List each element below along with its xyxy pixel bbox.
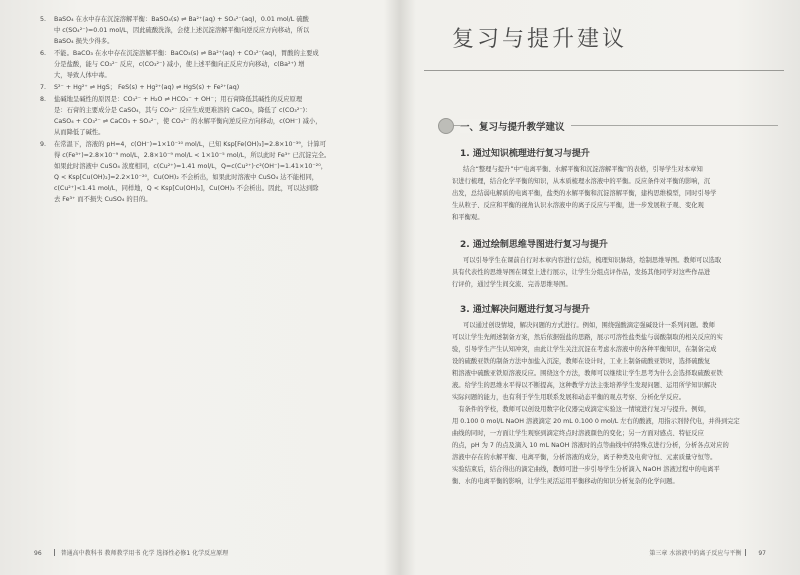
answer-number: 5. [40,16,47,23]
subsection-title: 1. 通过知识梳理进行复习与提升 [460,149,590,159]
answer-line: Q < Ksp[Cu(OH)₂]=2.2×10⁻²⁰，Cu(OH)₂ 不会析出，如果此时溶液中 CuSO₄ 达不能相同， [54,174,319,181]
footer-series: 普通高中教科书 [60,550,103,557]
answer-line: 得 c(Fe³⁺)=2.8×10⁻⁹ mol/L，2.8×10⁻⁹ mol/L < 1×10⁻⁵ mol/L，所以此时 Fe³⁺ 已沉淀完全。 [54,152,331,159]
paragraph-line: 粗溶液中硫酸亚铁原溶液反应。围绕这个方法，教师可以继续让学生思考为什么会选择取硫酸亚铁 [452,370,723,377]
paragraph-line: 液。给学生的思维水平得以不断提高，这种教学方法主张培养学生发现问题、运用所学知识解决 [452,382,717,389]
footer-chapter: 第三章 [649,550,668,557]
paragraph-line: 实验结束后，结合得出的滴定曲线，教师可进一步引导学生分析滴入 NaOH 溶液过程中的电离平 [452,466,720,473]
answer-item [40,14,378,47]
answer-line: 是：石膏的主要成分是 CaSO₄，其与 CO₃²⁻ 反应生成更难溶的 CaCO₃，降低了 c(CO₃²⁻)： [54,107,312,114]
answer-number: 8. [40,96,47,103]
paragraph-line: 的点，pH 为 7 的点及滴入 10 mL NaOH 溶液时的点等曲线中的特殊点进行分析，分析各点对应的 [452,442,729,449]
answer-item [40,94,378,138]
subsection-title: 3. 通过解决问题进行复习与提升 [460,305,590,315]
footer-chapter-title: 水溶液中的离子反应与平衡 [669,550,742,557]
footer-divider [54,549,55,556]
paragraph-line: 有条件的学校，教师可以创设用数字化仪器完成滴定实验这一情境进行复习与提升。例如， [452,406,711,413]
answer-line: 不能。BaCO₃ 在水中存在沉淀溶解平衡：BaCO₃(s) ⇌ Ba²⁺(aq) + CO₃²⁻(aq)，胃酸的主要成 [54,50,319,57]
answer-line: 中 c(SO₄²⁻)=0.01 mol/L，因此硫酸洗涤，会使上述沉淀溶解平衡向逆反应方向移动，所以 [54,27,310,34]
paragraph-line: 具有代表性的思维导图在课堂上进行展示，让学生分组点评作品，发扬其他同学对这些作品进 [452,269,711,276]
paragraph-line: 实际问题的能力，也有利于学生用联系发展和动态平衡的观点考察、分析化学反应。 [452,394,685,401]
answer-number: 7. [40,84,47,91]
chapter-title: 复习与提升建议 [452,27,628,52]
answer-line: 去 Fe³⁺ 而不损失 CuSO₄ 的目的。 [54,196,152,203]
paragraph-line: 识进行梳理，结合化学平衡的知识，从本质梳理水溶液中的平衡。反应条件对平衡的影响，沉 [452,178,711,185]
left-page-footer [34,548,228,557]
answer-line: 在常温下，溶液的 pH=4，c(OH⁻)=1×10⁻¹⁰ mol/L，已知 Ksp[Fe(OH)₃]=2.8×10⁻³⁹，计算可 [54,141,327,148]
footer-book: 教师教学用书 [104,550,141,557]
answer-line: S²⁻ + Hg²⁺ ⇌ HgS； FeS(s) + Hg²⁺(aq) ⇌ HgS(s) + Fe²⁺(aq) [54,84,240,91]
answer-number: 6. [40,50,47,57]
paragraph-line: 可以通过创设情境，解决问题的方式进行。例如，围绕强酸滴定强碱设计一系列问题。教师 [463,322,715,329]
answer-line: BaSO₄ 在水中存在沉淀溶解平衡：BaSO₄(s) ⇌ Ba²⁺(aq) + SO₄²⁻(aq)，0.01 mol/L 硫酸 [54,16,309,23]
answer-line: 盐碱地呈碱性的原因是：CO₃²⁻ + H₂O ⇌ HCO₃⁻ + OH⁻；用石膏降低其碱性的反应原理 [54,96,303,103]
paragraph-line: 和平衡观。 [452,214,484,221]
paragraph-line: 用 0.100 0 mol/L NaOH 溶液滴定 20 mL 0.100 0 mol/L 左右的酸液，用指示剂替代电，并得到完定 [452,418,740,425]
footer-volume: 选择性必修1 [156,550,191,557]
footer-divider [745,549,746,556]
paragraph-line: 衡、水的电离平衡的影响，让学生灵活运用平衡移动的知识分析复杂的化学问题。 [452,478,679,485]
answer-item [40,48,378,81]
section-heading-text: 一、复习与提升教学建议 [460,119,571,133]
answer-item [40,82,378,93]
answer-line: CaSO₄ + CO₃²⁻ ⇌ CaCO₃ + SO₄²⁻，使 CO₃²⁻ 的水解平衡向逆反应方向移动，c(OH⁻) 减小， [54,118,322,125]
subsection [452,302,780,488]
paragraph-line: 生从粒子、反应和平衡的视角认识水溶液中的离子反应与平衡，进一步发展粒子观、变化观 [452,202,704,209]
answer-item [40,139,378,205]
section-bullet-icon [438,118,454,134]
title-divider [424,70,784,71]
answer-line: c(Cu²⁺)<1.41 mol/L，同样地，Q < Ksp[Cu(OH)₂]，Cu(OH)₂ 不会析出。因此，可以达到除 [54,185,319,192]
paragraph-line: 出发，总结弱电解质的电离平衡，盐类的水解平衡和沉淀溶解平衡，建构思维模型，同时引导学 [452,190,717,197]
paragraph-line: 曲线的同时，一方面让学生观察到滴定终点时溶液颜色的变化；另一方面对感点、特征反应 [452,430,704,437]
paragraph-line: 溶液中存在的水解平衡、电离平衡，分析溶液的成分，离子种类及电荷守恒、元素质量守恒等。 [452,454,717,461]
answer-line: 大，导致人体中毒。 [54,72,111,79]
paragraph-line: 设的硫酸亚铁的制备方法中加盐入沉淀，教师在设计时，工业上制备硫酸亚铁时，选择硫酸复 [452,358,711,365]
answer-list [40,14,378,206]
paragraph-line: 结合“整理与提升”中“电离平衡、水解平衡和沉淀溶解平衡”的表格，引导学生对本章知 [463,166,703,173]
section-heading [438,118,778,134]
footer-edition: 化学反应原理 [192,550,229,557]
answer-line: 如果此时溶液中 CuSO₄ 浓度相同，c(Cu²⁺)=1.41 mol/L，Q=c(Cu²⁺)·c²(OH⁻)=1.41×10⁻²⁰， [54,163,328,170]
subsection [452,146,780,224]
right-page-footer [649,548,766,557]
footer-subject: 化学 [142,550,155,557]
subsection-title: 2. 通过绘制思维导图进行复习与提升 [460,240,608,250]
page-number: 97 [758,550,766,557]
answer-line: BaSO₄ 损失少得多。 [54,38,114,45]
paragraph-line: 行评价，通过学生间交流、完善思维导图。 [452,281,572,288]
page-number: 96 [34,550,42,557]
paragraph-line: 验，引导学生产生认知冲突，由此让学生关注沉淀在考虑水溶液中的各种平衡知识，在制备完成 [452,346,717,353]
paragraph-line: 可以让学生先阐述制备方案，然后依据强盐的思路，展示可溶性盐类盐与弱酸制取的相关反应的实 [452,334,723,341]
subsection [452,237,780,291]
paragraph-line: 可以引导学生在课前自行对本章内容进行总结，梳理知识脉络，绘制思维导图。教师可以选取 [463,257,722,264]
answer-line: 分是盐酸，能与 CO₃²⁻ 反应，c(CO₃²⁻) 减小，使上述平衡向正反应方向移动，c(Ba²⁺) 增 [54,61,305,68]
right-page [404,0,800,575]
answer-number: 9. [40,141,47,148]
answer-line: 从而降低了碱性。 [54,129,105,136]
